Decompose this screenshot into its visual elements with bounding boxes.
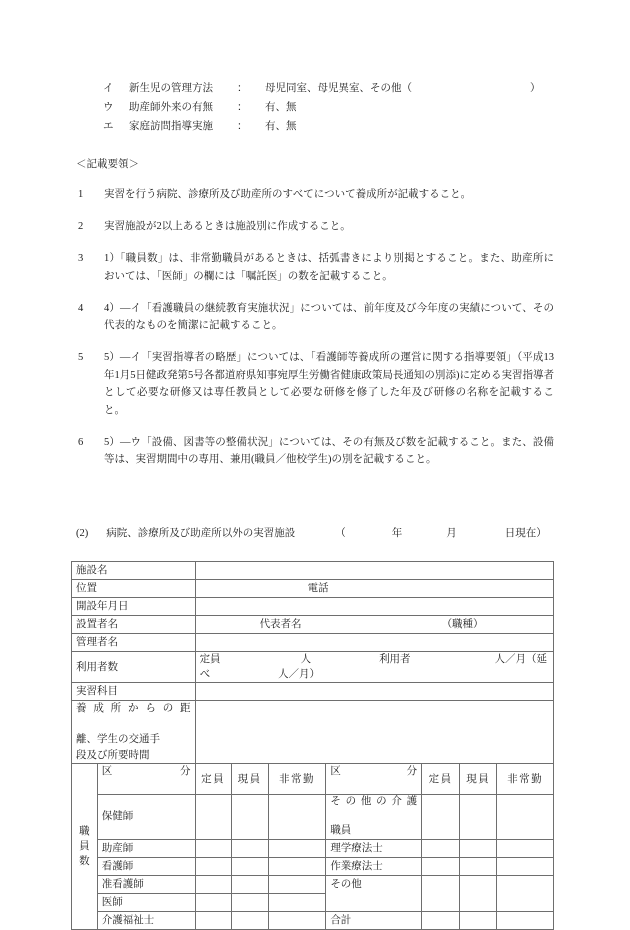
row-label-location: 位置 xyxy=(72,580,196,598)
staff-parttime-left[interactable] xyxy=(268,875,326,893)
note-item xyxy=(76,250,554,285)
note-item xyxy=(76,300,554,335)
section-heading: ＜記載要領＞ xyxy=(76,159,139,170)
staff-header-capacity-right: 定員 xyxy=(422,764,460,795)
staff-header-category-left: 区分 xyxy=(97,764,195,795)
table-row xyxy=(72,652,554,683)
staff-parttime-right[interactable] xyxy=(497,875,554,911)
row-value-practice-subjects[interactable] xyxy=(195,683,553,701)
staff-row xyxy=(72,911,554,929)
staff-category-right xyxy=(326,795,422,840)
fragment-marker: エ xyxy=(103,121,114,132)
note-number: 1 xyxy=(78,189,84,200)
staff-capacity-left[interactable] xyxy=(195,857,231,875)
fragment-marker: イ xyxy=(103,83,114,94)
staff-parttime-left[interactable] xyxy=(268,795,326,840)
row-label-manager-name: 管理者名 xyxy=(72,634,196,652)
staff-capacity-left[interactable] xyxy=(195,875,231,893)
staff-parttime-left[interactable] xyxy=(268,857,326,875)
staff-header-row xyxy=(72,764,554,795)
subsection-year-unit: 年 xyxy=(391,528,403,539)
staff-category-left: 保健師 xyxy=(97,795,195,840)
row-value-manager-name[interactable] xyxy=(195,634,553,652)
representative-label: 代表者名 xyxy=(259,619,302,630)
note-text: 4）—イ「看護職員の継続教育実施状況」については、前年度及び今年度の実績について、その代表的なものを簡潔に記載すること。 xyxy=(104,302,554,331)
staff-current-right[interactable] xyxy=(460,875,497,911)
note-item xyxy=(76,186,554,204)
staff-current-left[interactable] xyxy=(231,839,268,857)
staff-current-right[interactable] xyxy=(460,857,497,875)
note-number: 4 xyxy=(78,302,84,314)
subsection-paren-open: （ xyxy=(335,528,346,539)
staff-row xyxy=(72,875,554,893)
subsection-text: 病院、診療所及び助産所以外の実習施設 xyxy=(106,528,296,539)
monthly-rate-label: 人／月（延べ xyxy=(199,654,548,680)
staff-parttime-left[interactable] xyxy=(268,893,326,911)
staff-row xyxy=(72,795,554,840)
staff-capacity-right[interactable] xyxy=(422,839,460,857)
staff-header-capacity-left: 定員 xyxy=(195,764,231,795)
subsection-title xyxy=(76,526,547,542)
staff-current-left[interactable] xyxy=(231,911,268,929)
vertical-label-char: 数 xyxy=(79,855,90,867)
staff-capacity-left[interactable] xyxy=(195,795,231,840)
staff-capacity-right[interactable] xyxy=(422,911,460,929)
row-value-facility-name[interactable] xyxy=(195,562,553,580)
top-fragment-list xyxy=(103,79,563,136)
staff-header-current-left: 現員 xyxy=(231,764,268,795)
staff-parttime-left[interactable] xyxy=(268,839,326,857)
staff-capacity-left[interactable] xyxy=(195,911,231,929)
fragment-row xyxy=(103,117,563,136)
staff-parttime-left[interactable] xyxy=(268,911,326,929)
users-label: 利用者 xyxy=(379,654,411,665)
staff-parttime-right[interactable] xyxy=(497,911,554,929)
vertical-label-char: 職 xyxy=(79,825,90,837)
fragment-value: 有、無 xyxy=(265,121,297,132)
staff-category-left: 医師 xyxy=(97,893,195,911)
staff-category-left: 准看護師 xyxy=(97,875,195,893)
staff-category-right: その他 xyxy=(326,875,422,911)
row-value-location[interactable] xyxy=(195,580,553,598)
label-line: 段及び所要時間 xyxy=(76,749,150,761)
row-value-user-count[interactable] xyxy=(195,652,553,683)
note-number: 5 xyxy=(78,352,84,363)
note-text: 実習を行う病院、診療所及び助産所のすべてについて養成所が記載すること。 xyxy=(104,189,472,200)
staff-header-parttime-left: 非常勤 xyxy=(268,764,326,795)
table-row xyxy=(72,683,554,701)
staff-parttime-right[interactable] xyxy=(497,795,554,840)
notes-list xyxy=(76,186,554,483)
table-row xyxy=(72,634,554,652)
label-line: 養成所からの距 xyxy=(76,703,191,714)
note-text: 5）—ウ「設備、図書等の整備状況」については、その有無及び数を記載すること。また、設備等は、実習期間中の専用、兼用(職員／他校学生)の別を記載すること。 xyxy=(104,436,554,465)
fragment-label: 助産師外来の有無 xyxy=(129,102,213,113)
staff-parttime-right[interactable] xyxy=(497,857,554,875)
staff-capacity-right[interactable] xyxy=(422,875,460,911)
fragment-value: 母児同室、母児異室、その他（ xyxy=(265,83,412,94)
job-type-label: （職種） xyxy=(441,619,484,630)
subsection-day-unit: 日現在） xyxy=(504,528,547,539)
table-row xyxy=(72,616,554,634)
facility-form-table xyxy=(71,561,554,930)
staff-category-right: 合計 xyxy=(326,911,422,929)
row-label-opening-date: 開設年月日 xyxy=(72,598,196,616)
staff-current-left[interactable] xyxy=(231,893,268,911)
row-label-distance-transport xyxy=(72,701,196,764)
row-label-facility-name: 施設名 xyxy=(72,562,196,580)
staff-category-left: 介護福祉士 xyxy=(97,911,195,929)
staff-capacity-right[interactable] xyxy=(422,795,460,840)
note-text: 1）「職員数」は、非常勤職員があるときは、括弧書きにより別掲とすること。また、助産所においては、「医師」の欄には「嘱託医」の数を記載すること。 xyxy=(104,253,554,282)
staff-current-left[interactable] xyxy=(231,795,268,840)
staff-parttime-right[interactable] xyxy=(497,839,554,857)
fragment-value: 有、無 xyxy=(265,102,297,113)
row-value-founder-name[interactable] xyxy=(195,616,553,634)
category-line: その他の介護 xyxy=(330,796,418,807)
table-row xyxy=(72,580,554,598)
person-unit: 人 xyxy=(300,654,312,665)
note-item xyxy=(76,434,554,469)
table-row xyxy=(72,598,554,616)
fragment-row xyxy=(103,98,563,117)
vertical-label-char: 員 xyxy=(79,840,90,852)
phone-label: 電話 xyxy=(307,583,329,594)
staff-current-right[interactable] xyxy=(460,795,497,840)
staff-current-left[interactable] xyxy=(231,875,268,893)
row-label-founder-name: 設置者名 xyxy=(72,616,196,634)
staff-capacity-left[interactable] xyxy=(195,893,231,911)
note-text: 5）—イ「実習指導者の略歴」については、「看護師等養成所の運営に関する指導要領」（平成13年1月5日健政発第5号各都道府県知事宛厚生労働省健康政策局長通知の別添)に定める実習指導者として必要な研修又は専任教員として必要な研修を修了した年及び研修の名称を記載すること。 xyxy=(104,352,554,416)
subsection-number: (2) xyxy=(76,528,89,539)
staff-current-right[interactable] xyxy=(460,839,497,857)
staff-current-left[interactable] xyxy=(231,857,268,875)
staff-category-left: 助産師 xyxy=(97,839,195,857)
fragment-paren-close: ） xyxy=(530,83,541,94)
monthly-rate-total-label: 人／月） xyxy=(278,669,321,680)
staff-capacity-left[interactable] xyxy=(195,839,231,857)
note-item xyxy=(76,349,554,419)
staff-category-right: 作業療法士 xyxy=(326,857,422,875)
row-value-distance-transport[interactable] xyxy=(195,701,553,764)
row-label-practice-subjects: 実習科目 xyxy=(72,683,196,701)
fragment-label: 家庭訪問指導実施 xyxy=(129,121,213,132)
staff-row xyxy=(72,857,554,875)
note-number: 3 xyxy=(78,253,84,264)
staff-capacity-right[interactable] xyxy=(422,857,460,875)
row-label-staff-count xyxy=(72,764,98,930)
staff-row xyxy=(72,839,554,857)
row-value-opening-date[interactable] xyxy=(195,598,553,616)
note-text: 実習施設が2以上あるときは施設別に作成すること。 xyxy=(104,221,351,232)
staff-header-category-right: 区分 xyxy=(326,764,422,795)
fragment-label: 新生児の管理方法 xyxy=(129,83,213,94)
note-number: 2 xyxy=(78,221,84,232)
capacity-label: 定員 xyxy=(199,654,221,665)
fragment-row xyxy=(103,79,563,98)
staff-category-right: 理学療法士 xyxy=(326,839,422,857)
staff-header-parttime-right: 非常勤 xyxy=(497,764,554,795)
row-label-user-count: 利用者数 xyxy=(72,652,196,683)
note-item xyxy=(76,218,554,236)
staff-category-left: 看護師 xyxy=(97,857,195,875)
table-row xyxy=(72,701,554,764)
label-line: 離、学生の交通手 xyxy=(76,734,160,745)
fragment-colon: ： xyxy=(237,83,248,94)
fragment-colon: ： xyxy=(237,102,248,113)
fragment-marker: ウ xyxy=(103,102,114,113)
staff-header-current-right: 現員 xyxy=(460,764,497,795)
table-row xyxy=(72,562,554,580)
fragment-colon: ： xyxy=(237,121,248,132)
category-line: 職員 xyxy=(330,825,352,836)
staff-current-right[interactable] xyxy=(460,911,497,929)
note-number: 6 xyxy=(78,436,84,448)
subsection-month-unit: 月 xyxy=(446,528,457,539)
